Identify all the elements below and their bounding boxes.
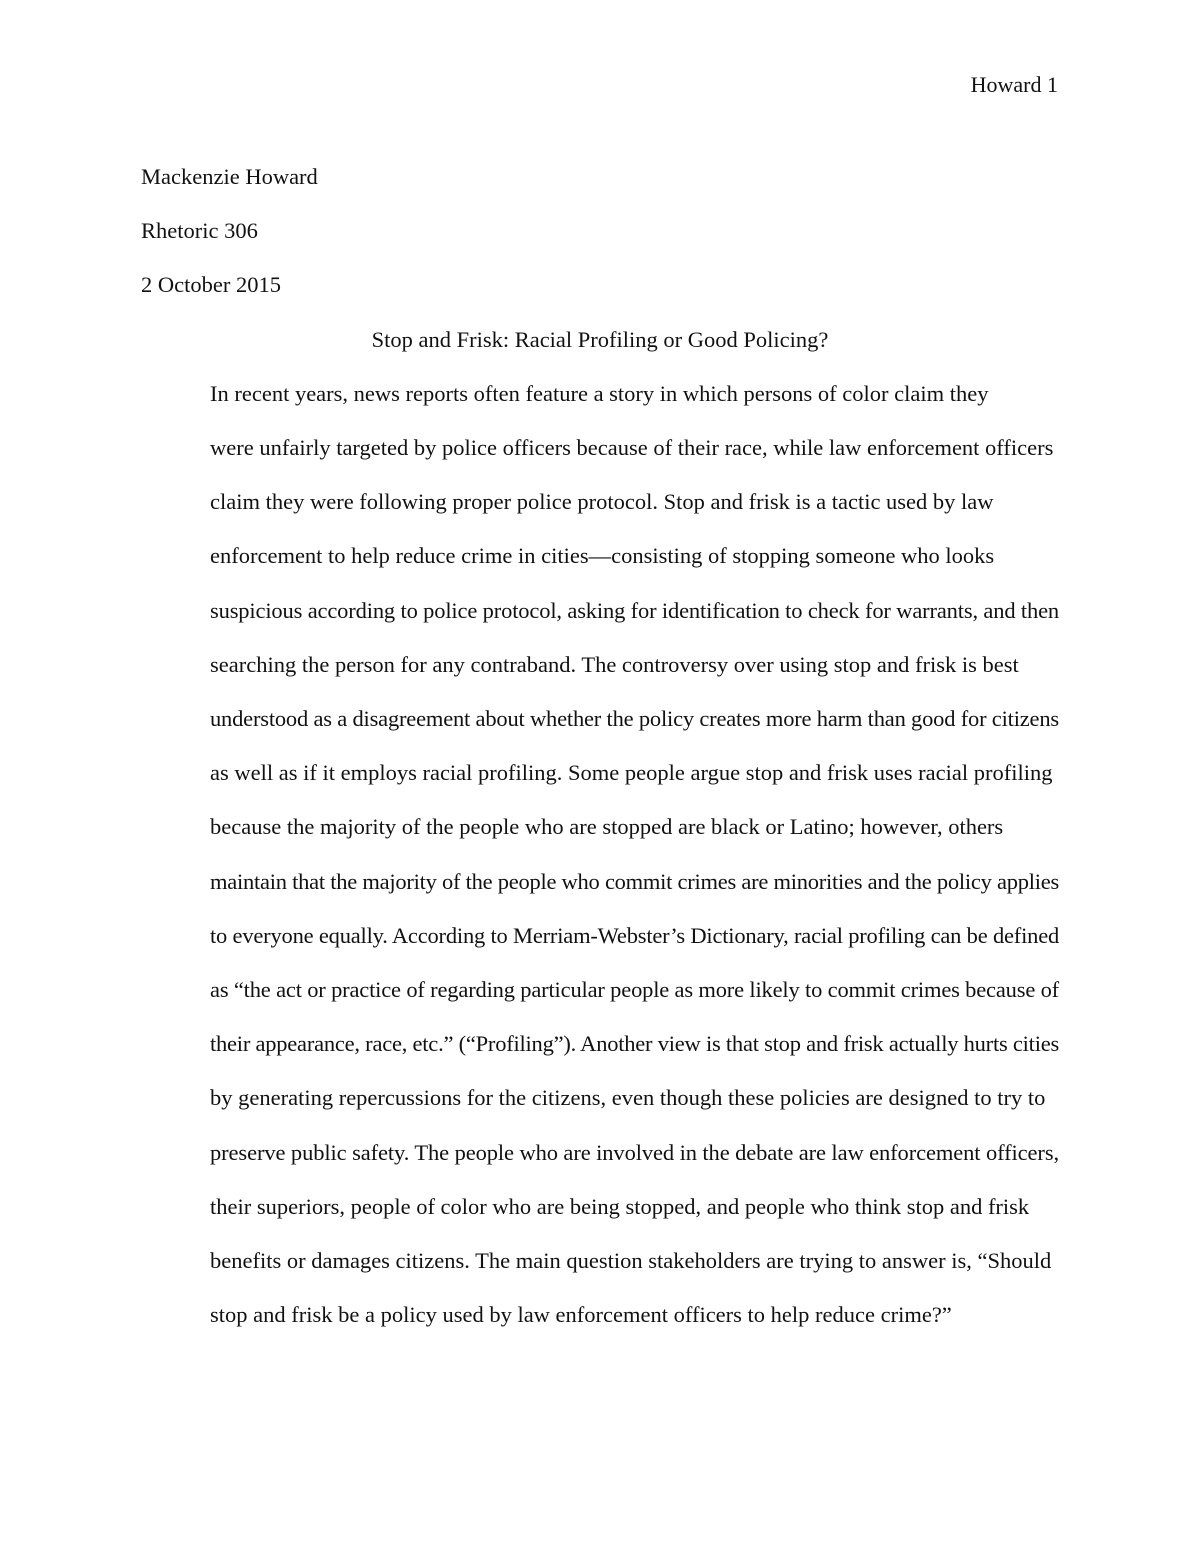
paragraph-line: understood as a disagreement about whether the policy creates more harm than good for citizens <box>210 706 1059 732</box>
paragraph-line: their superiors, people of color who are being stopped, and people who think stop and frisk <box>210 1193 1030 1219</box>
paragraph-line: because the majority of the people who are stopped are black or Latino; however, others <box>210 814 1004 840</box>
author-name: Mackenzie Howard <box>141 164 318 189</box>
paragraph-line: their appearance, race, etc.” (“Profiling”). Another view is that stop and frisk actually hurts cities <box>210 1031 1060 1057</box>
intro-paragraph <box>141 367 1059 1343</box>
paragraph-line: benefits or damages citizens. The main question stakeholders are trying to answer is, “Should <box>210 1248 1052 1274</box>
paragraph-line: preserve public safety. The people who are involved in the debate are law enforcement officers, <box>210 1139 1059 1165</box>
paragraph-line: searching the person for any contraband. The controversy over using stop and frisk is best <box>210 651 1019 677</box>
running-head: Howard 1 <box>970 72 1058 97</box>
paragraph-line: to everyone equally. According to Merriam-Webster’s Dictionary, racial profiling can be defined <box>210 922 1060 948</box>
paragraph-line: as well as if it employs racial profiling. Some people argue stop and frisk uses racial profiling <box>210 760 1053 786</box>
paragraph-line: as “the act or practice of regarding particular people as more likely to commit crimes because of <box>210 977 1059 1003</box>
essay-body <box>141 150 1059 1342</box>
paragraph-line: claim they were following proper police protocol. Stop and frisk is a tactic used by law <box>210 489 994 515</box>
paragraph-line: maintain that the majority of the people who commit crimes are minorities and the policy applies <box>210 868 1059 894</box>
essay-date: 2 October 2015 <box>141 272 281 298</box>
paragraph-line: suspicious according to police protocol, asking for identification to check for warrants, and then <box>210 597 1060 623</box>
paragraph-line: were unfairly targeted by police officers because of their race, while law enforcement officers <box>210 435 1054 461</box>
course-name: Rhetoric 306 <box>141 218 258 244</box>
paragraph-line: In recent years, news reports often feature a story in which persons of color claim they <box>210 380 989 406</box>
essay-title: Stop and Frisk: Racial Profiling or Good Policing? <box>371 326 829 352</box>
paragraph-line: enforcement to help reduce crime in cities—consisting of stopping someone who looks <box>210 543 995 569</box>
paragraph-line: stop and frisk be a policy used by law enforcement officers to help reduce crime?” <box>210 1302 952 1328</box>
paragraph-line: by generating repercussions for the citizens, even though these policies are designed to try to <box>210 1085 1046 1111</box>
